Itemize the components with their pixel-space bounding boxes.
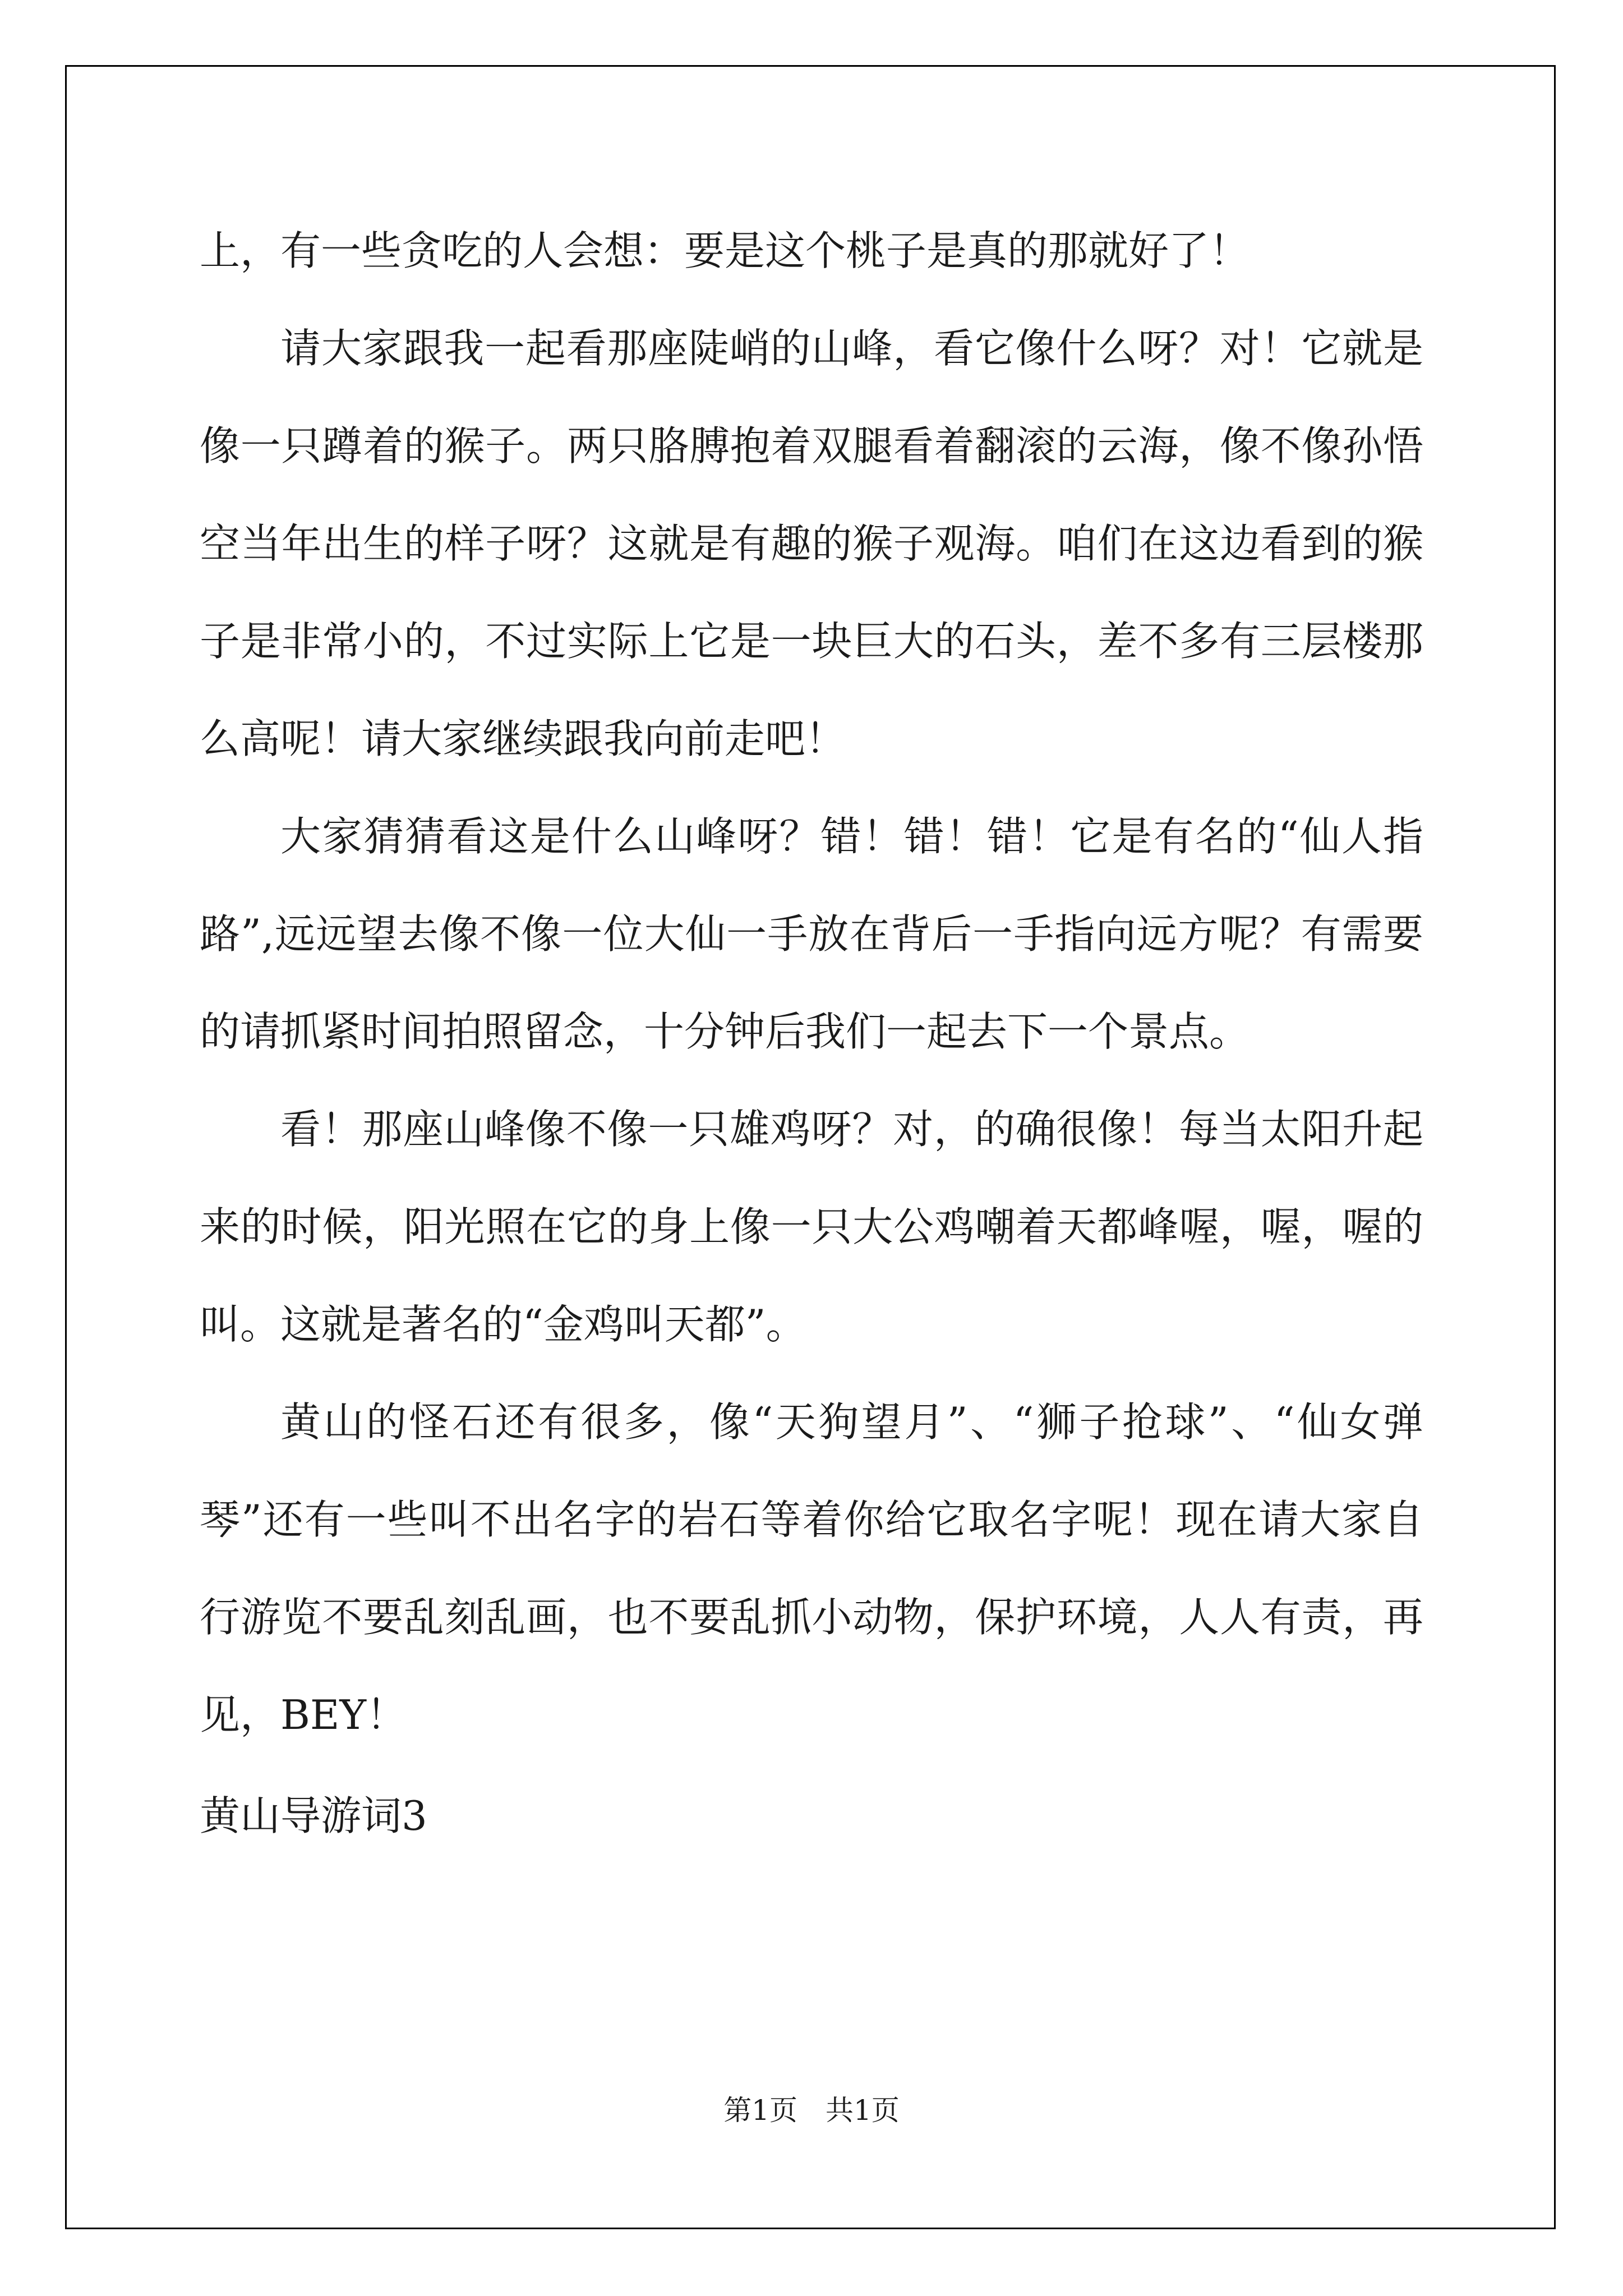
text-line: 上，有一些贪吃的人会想：要是这个桃子是真的那就好了！ <box>200 227 1250 274</box>
document-body <box>200 220 1423 1883</box>
section-heading: 黄山导游词3 <box>200 1792 427 1839</box>
text-line: 大家猜猜看这是什么山峰呀？错！错！错！它是有名的“仙人指 <box>280 813 1423 860</box>
text-line: 请大家跟我一起看那座陡峭的山峰，看它像什么呀？对！它就是 <box>280 325 1423 372</box>
page-number: 第1页 <box>723 2094 797 2127</box>
text-line: 叫。这就是著名的“金鸡叫天都”。 <box>200 1301 806 1348</box>
text-line: 么高呢！请大家继续跟我向前走吧！ <box>200 715 846 762</box>
text-line: 黄山的怪石还有很多，像“天狗望月”、“狮子抢球”、“仙女弹 <box>280 1398 1423 1446</box>
text-line: 子是非常小的，不过实际上它是一块巨大的石头，差不多有三层楼那 <box>200 618 1423 665</box>
text-line: 见，BEY！ <box>200 1691 407 1738</box>
text-line: 琴”还有一些叫不出名字的岩石等着你给它取名字呢！现在请大家自 <box>200 1496 1423 1543</box>
text-line: 行游览不要乱刻乱画，也不要乱抓小动物，保护环境，人人有责，再 <box>200 1594 1423 1641</box>
text-line: 看！那座山峰像不像一只雄鸡呀？对，的确很像！每当太阳升起 <box>280 1106 1423 1153</box>
text-line: 空当年出生的样子呀？这就是有趣的猴子观海。咱们在这边看到的猴 <box>200 520 1423 567</box>
text-line: 来的时候，阳光照在它的身上像一只大公鸡嘲着天都峰喔，喔，喔的 <box>200 1203 1423 1250</box>
page-footer <box>0 2088 1623 2128</box>
text-line: 的请抓紧时间拍照留念，十分钟后我们一起去下一个景点。 <box>200 1008 1250 1055</box>
text-line: 像一只蹲着的猴子。两只胳膊抱着双腿看着翻滚的云海，像不像孙悟 <box>200 422 1423 470</box>
text-line: 路”,远远望去像不像一位大仙一手放在背后一手指向远方呢？有需要 <box>200 910 1423 958</box>
page-total: 共1页 <box>826 2094 900 2127</box>
